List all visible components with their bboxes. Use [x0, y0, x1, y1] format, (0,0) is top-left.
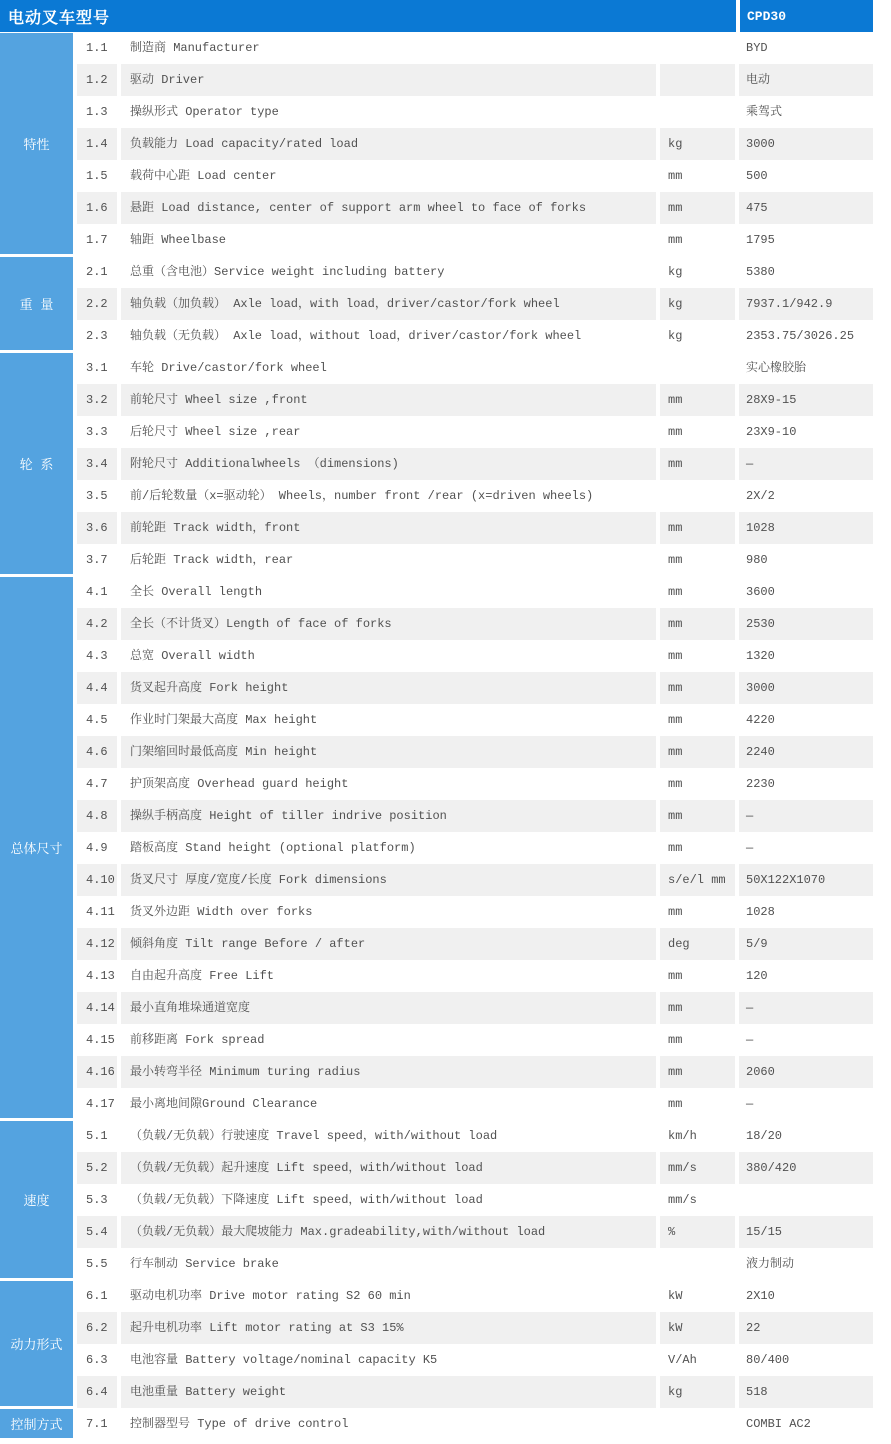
sidebar-section-2: [0, 257, 73, 350]
row-value: 18/20: [746, 1129, 783, 1143]
row-number: 6.4: [77, 1376, 117, 1408]
spec-row: [77, 864, 873, 896]
row-unit: kg: [660, 1376, 735, 1408]
row-number: 6.3: [86, 1353, 108, 1367]
spec-row: [77, 896, 873, 928]
row-number: 1.1: [86, 41, 108, 55]
row-number: 3.5: [86, 489, 108, 503]
spec-row: [77, 64, 873, 96]
sidebar-section-1: [0, 33, 73, 254]
row-description: （负载/无负载）最大爬坡能力 Max.gradeability,with/without load: [121, 1216, 656, 1248]
row-unit: mm/s: [660, 1152, 735, 1184]
spec-row: [77, 320, 873, 352]
row-unit: mm/s: [668, 1193, 697, 1207]
row-unit: mm: [668, 841, 683, 855]
row-value: 2240: [739, 736, 873, 768]
row-value: [739, 1184, 873, 1216]
row-unit: %: [660, 1216, 735, 1248]
spec-row: [77, 96, 873, 128]
row-number: 1.4: [77, 128, 117, 160]
row-description: 门架缩回时最低高度 Min height: [121, 736, 656, 768]
row-value: 1028: [746, 905, 775, 919]
row-value: —: [739, 800, 873, 832]
row-description: 作业时门架最大高度 Max height: [130, 713, 318, 727]
header-title-cell: [0, 0, 736, 32]
spec-row: [77, 32, 873, 64]
row-unit: mm: [668, 425, 683, 439]
row-description: 前轮尺寸 Wheel size ,front: [121, 384, 656, 416]
spec-row: [77, 736, 873, 768]
row-unit: kW: [660, 1312, 735, 1344]
spec-row: [77, 1024, 873, 1056]
row-value: —: [746, 1033, 754, 1047]
row-number: 4.11: [86, 905, 115, 919]
row-description: 驱动 Driver: [121, 64, 656, 96]
sidebar-section-label: 动力形式: [10, 1338, 63, 1353]
row-value: 380/420: [739, 1152, 873, 1184]
row-description: 前轮距 Track width，front: [121, 512, 656, 544]
row-unit: mm: [660, 384, 735, 416]
row-unit: kg: [660, 128, 735, 160]
spec-row: [77, 928, 873, 960]
row-unit: [660, 1408, 735, 1440]
spec-row: [77, 480, 873, 512]
row-value: 2X10: [746, 1289, 775, 1303]
row-description: 起升电机功率 Lift motor rating at S3 15%: [121, 1312, 656, 1344]
row-unit: mm: [660, 736, 735, 768]
row-unit: mm: [660, 800, 735, 832]
page-title: 电动叉车型号: [8, 9, 111, 28]
row-value: 50X122X1070: [739, 864, 873, 896]
row-number: 2.1: [86, 265, 108, 279]
row-value: 15/15: [739, 1216, 873, 1248]
spec-row: [77, 1056, 873, 1088]
row-description: 最小转弯半径 Minimum turing radius: [121, 1056, 656, 1088]
table-header: [0, 0, 873, 32]
row-description: 载荷中心距 Load center: [130, 169, 277, 183]
row-number: 3.2: [77, 384, 117, 416]
row-description: 悬距 Load distance, center of support arm wheel to face of forks: [121, 192, 656, 224]
spec-row: [77, 1184, 873, 1216]
row-description: 后轮尺寸 Wheel size ,rear: [130, 425, 301, 439]
row-value: 518: [739, 1376, 873, 1408]
spec-row: [77, 672, 873, 704]
row-number: 4.6: [77, 736, 117, 768]
row-value: 4220: [746, 713, 775, 727]
row-value: 实心橡胶胎: [746, 361, 807, 375]
sidebar-section-label: 速度: [23, 1194, 50, 1209]
row-value: 2353.75/3026.25: [746, 329, 855, 343]
spec-rows: [77, 32, 873, 1440]
row-unit: s/e/l mm: [660, 864, 735, 896]
sidebar-section-label: 特性: [23, 138, 50, 153]
row-value: 1028: [739, 512, 873, 544]
spec-row: [77, 608, 873, 640]
row-unit: mm: [660, 192, 735, 224]
spec-row: [77, 800, 873, 832]
row-description: 前/后轮数量（x=驱动轮） Wheels，number front /rear (x=driven wheels): [130, 489, 594, 503]
row-number: 7.1: [86, 1417, 108, 1431]
row-value: 2060: [739, 1056, 873, 1088]
row-unit: [660, 32, 735, 64]
spec-row: [77, 1152, 873, 1184]
row-number: 1.5: [86, 169, 108, 183]
row-unit: mm: [668, 1097, 683, 1111]
row-number: 4.17: [86, 1097, 115, 1111]
row-unit: kg: [668, 329, 683, 343]
spec-row: [77, 640, 873, 672]
row-description: 后轮距 Track width，rear: [130, 553, 294, 567]
spec-row: [77, 832, 873, 864]
row-number: 5.4: [77, 1216, 117, 1248]
row-value: 1320: [746, 649, 775, 663]
row-number: 4.5: [86, 713, 108, 727]
row-unit: mm: [660, 448, 735, 480]
spec-row: [77, 1344, 873, 1376]
row-description: 总宽 Overall width: [130, 649, 255, 663]
sidebar-section-3: [0, 353, 73, 574]
row-value: 3600: [746, 585, 775, 599]
row-unit: [660, 480, 735, 512]
row-value: 液力制动: [746, 1257, 795, 1271]
row-value: 7937.1/942.9: [739, 288, 873, 320]
row-description: 前移距离 Fork spread: [130, 1033, 265, 1047]
row-description: 操纵手柄高度 Height of tiller indrive position: [121, 800, 656, 832]
spec-row: [77, 512, 873, 544]
row-number: 4.7: [86, 777, 108, 791]
row-unit: [660, 96, 735, 128]
row-number: 4.9: [86, 841, 108, 855]
spec-row: [77, 1376, 873, 1408]
row-unit: mm: [668, 713, 683, 727]
row-unit: kg: [668, 265, 683, 279]
spec-row: [77, 288, 873, 320]
row-description: （负载/无负载）行驶速度 Travel speed，with/without load: [130, 1129, 498, 1143]
row-description: 负载能力 Load capacity/rated load: [121, 128, 656, 160]
row-number: 4.3: [86, 649, 108, 663]
row-description: 自由起升高度 Free Lift: [130, 969, 275, 983]
spec-row: [77, 992, 873, 1024]
row-description: 驱动电机功率 Drive motor rating S2 60 min: [130, 1289, 411, 1303]
row-description: 操纵形式 Operator type: [130, 105, 279, 119]
row-description: 全长（不计货叉）Length of face of forks: [121, 608, 656, 640]
spec-row: [77, 1120, 873, 1152]
sidebar-section-7: [0, 1409, 73, 1438]
row-number: 1.3: [86, 105, 108, 119]
row-number: 4.1: [86, 585, 108, 599]
row-description: 最小离地间隙Ground Clearance: [130, 1097, 318, 1111]
spec-row: [77, 544, 873, 576]
spec-row: [77, 1280, 873, 1312]
row-unit: mm: [668, 553, 683, 567]
row-description: 倾斜角度 Tilt range Before / after: [121, 928, 656, 960]
row-unit: mm: [668, 777, 683, 791]
spec-row: [77, 1216, 873, 1248]
row-number: 1.2: [77, 64, 117, 96]
row-description: 全长 Overall length: [130, 585, 263, 599]
row-number: 4.2: [77, 608, 117, 640]
row-description: 护顶架高度 Overhead guard height: [130, 777, 349, 791]
sidebar-section-4: [0, 577, 73, 1118]
row-unit: mm: [660, 992, 735, 1024]
sidebar-section-label: 总体尺寸: [10, 842, 63, 857]
row-value: 5380: [746, 265, 775, 279]
row-value: 28X9-15: [739, 384, 873, 416]
sidebar-section-5: [0, 1121, 73, 1278]
row-value: —: [746, 841, 754, 855]
row-number: 5.3: [86, 1193, 108, 1207]
sidebar-section-6: [0, 1281, 73, 1406]
row-value: 120: [746, 969, 768, 983]
row-description: （负载/无负载）下降速度 Lift speed，with/without load: [130, 1193, 483, 1207]
row-value: COMBI AC2: [746, 1417, 811, 1431]
row-description: 车轮 Drive/castor/fork wheel: [130, 361, 327, 375]
spec-row: [77, 192, 873, 224]
spec-row: [77, 960, 873, 992]
row-unit: kg: [660, 288, 735, 320]
spec-row: [77, 384, 873, 416]
row-unit: [660, 1248, 735, 1280]
row-unit: mm: [660, 608, 735, 640]
row-value: 80/400: [746, 1353, 790, 1367]
row-number: 3.3: [86, 425, 108, 439]
row-number: 5.5: [86, 1257, 108, 1271]
row-number: 1.6: [77, 192, 117, 224]
row-number: 2.3: [86, 329, 108, 343]
spec-row: [77, 256, 873, 288]
row-number: 6.2: [77, 1312, 117, 1344]
row-description: 货叉尺寸 厚度/宽度/长度 Fork dimensions: [121, 864, 656, 896]
row-value: 500: [746, 169, 768, 183]
row-unit: mm: [668, 169, 683, 183]
spec-row: [77, 704, 873, 736]
row-number: 3.4: [77, 448, 117, 480]
row-description: 最小直角堆垛通道宽度: [121, 992, 656, 1024]
row-number: 4.8: [77, 800, 117, 832]
spec-row: [77, 1312, 873, 1344]
spec-row: [77, 576, 873, 608]
row-description: 轴距 Wheelbase: [130, 233, 227, 247]
row-number: 4.14: [77, 992, 117, 1024]
row-unit: V/Ah: [668, 1353, 697, 1367]
spec-row: [77, 448, 873, 480]
spec-row: [77, 416, 873, 448]
spec-row: [77, 224, 873, 256]
row-value: 电动: [739, 64, 873, 96]
sidebar-section-label: 重 量: [19, 298, 54, 313]
row-value: 3000: [739, 128, 873, 160]
row-number: 3.6: [77, 512, 117, 544]
row-value: 乘驾式: [746, 105, 783, 119]
row-number: 4.4: [77, 672, 117, 704]
row-value: 1795: [746, 233, 775, 247]
row-unit: mm: [668, 969, 683, 983]
model-badge: CPD30: [747, 8, 787, 24]
row-value: —: [746, 1097, 754, 1111]
row-unit: kW: [668, 1289, 683, 1303]
row-unit: mm: [660, 1056, 735, 1088]
row-number: 4.15: [86, 1033, 115, 1047]
row-description: （负载/无负载）起升速度 Lift speed，with/without load: [121, 1152, 656, 1184]
row-unit: mm: [668, 233, 683, 247]
sidebar-section-label: 控制方式: [10, 1418, 63, 1433]
row-value: 23X9-10: [746, 425, 797, 439]
row-number: 1.7: [86, 233, 108, 247]
row-description: 附轮尺寸 Additionalwheels （dimensions): [121, 448, 656, 480]
row-value: 2X/2: [746, 489, 775, 503]
row-description: 货叉外边距 Width over forks: [130, 905, 313, 919]
row-description: 电池容量 Battery voltage/nominal capacity K5: [130, 1353, 438, 1367]
spec-row: [77, 1088, 873, 1120]
row-unit: [660, 352, 735, 384]
row-value: 3000: [739, 672, 873, 704]
spec-row: [77, 128, 873, 160]
row-number: 4.13: [86, 969, 115, 983]
row-value: 980: [746, 553, 768, 567]
row-number: 4.10: [77, 864, 117, 896]
spec-row: [77, 1248, 873, 1280]
row-unit: [660, 64, 735, 96]
row-unit: mm: [668, 585, 683, 599]
row-description: 总重（含电池）Service weight including battery: [130, 265, 445, 279]
row-number: 2.2: [77, 288, 117, 320]
row-number: 6.1: [86, 1289, 108, 1303]
row-value: 475: [739, 192, 873, 224]
row-value: 2530: [739, 608, 873, 640]
row-description: 电池重量 Battery weight: [121, 1376, 656, 1408]
row-unit: mm: [668, 649, 683, 663]
row-description: 行车制动 Service brake: [130, 1257, 279, 1271]
row-unit: mm: [668, 905, 683, 919]
row-value: 5/9: [739, 928, 873, 960]
row-number: 4.16: [77, 1056, 117, 1088]
row-value: 22: [739, 1312, 873, 1344]
row-value: —: [739, 992, 873, 1024]
row-number: 3.7: [86, 553, 108, 567]
spec-row: [77, 352, 873, 384]
row-unit: km/h: [668, 1129, 697, 1143]
row-unit: mm: [660, 672, 735, 704]
row-number: 4.12: [77, 928, 117, 960]
row-description: 轴负载（无负载） Axle load，without load，driver/castor/fork wheel: [130, 329, 582, 343]
spec-row: [77, 1408, 873, 1440]
sidebar-section-label: 轮 系: [19, 458, 54, 473]
row-unit: mm: [660, 512, 735, 544]
row-number: 3.1: [86, 361, 108, 375]
row-value: 2230: [746, 777, 775, 791]
row-description: 踏板高度 Stand height (optional platform): [130, 841, 416, 855]
row-unit: mm: [668, 1033, 683, 1047]
row-number: 5.1: [86, 1129, 108, 1143]
spec-row: [77, 768, 873, 800]
row-unit: deg: [660, 928, 735, 960]
row-value: —: [739, 448, 873, 480]
row-number: 5.2: [77, 1152, 117, 1184]
row-description: 控制器型号 Type of drive control: [130, 1417, 349, 1431]
row-value: BYD: [746, 41, 768, 55]
row-description: 制造商 Manufacturer: [130, 41, 260, 55]
spec-row: [77, 160, 873, 192]
row-description: 轴负载（加负载） Axle load，with load，driver/castor/fork wheel: [121, 288, 656, 320]
row-description: 货叉起升高度 Fork height: [121, 672, 656, 704]
header-model-cell: [740, 0, 873, 32]
